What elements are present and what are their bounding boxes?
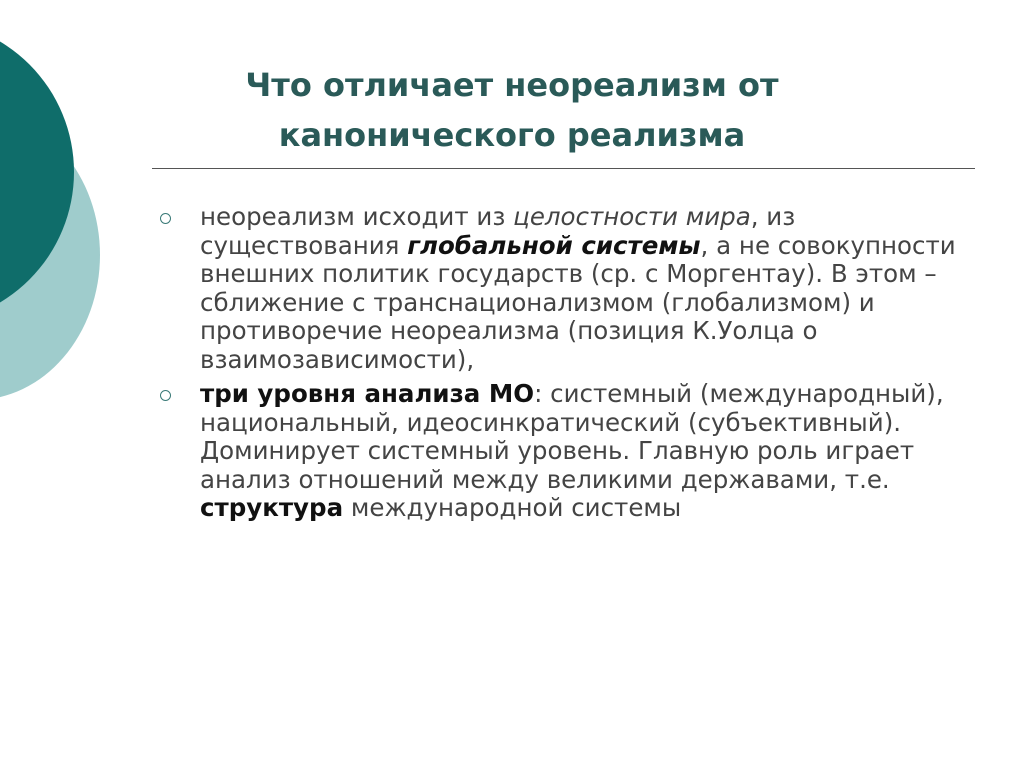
bullet-text: , из существования	[200, 202, 796, 260]
bold-term: три уровня анализа МО	[200, 379, 535, 408]
bullet-text: неореализм исходит из	[200, 202, 514, 231]
italic-term: целостности мира	[513, 202, 751, 231]
bullet-text: : системный (международный), национальный, идеосинкратический (субъективный). Доминирует системный уровень. Главную роль играет анализ отношений между великими державами, т.е.	[200, 379, 944, 494]
title-divider	[152, 168, 975, 169]
bold-term: структура	[200, 493, 344, 522]
slide-title	[150, 60, 874, 160]
slide-title-line-1: Что отличает неореализм от	[245, 66, 779, 104]
slide-title-line-2: канонического реализма	[278, 116, 746, 154]
bullet-text: международной системы	[343, 493, 682, 522]
bullet-item-neorealism	[200, 203, 970, 374]
bullet-text: , а не совокупности внешних политик государств (ср. с Моргентау). В этом – сближение с транснационализмом (глобализмом) и противоречие неореализма (позиция К.Уолца о взаимозависимости),	[200, 230, 956, 374]
circle-bullet-icon	[160, 390, 171, 401]
bullet-list	[200, 203, 970, 529]
bullet-item-levels	[200, 380, 970, 523]
circle-bullet-icon	[160, 213, 171, 224]
bold-italic-term: глобальной системы	[407, 230, 701, 260]
